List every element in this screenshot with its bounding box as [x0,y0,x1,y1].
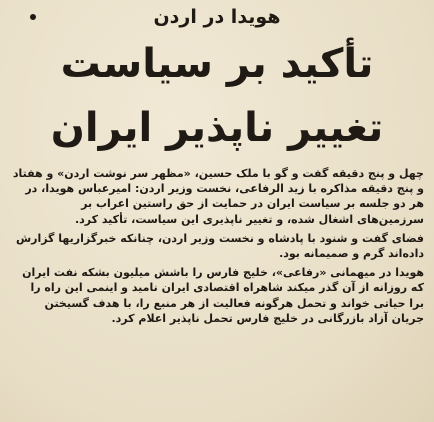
article-body [12,166,424,330]
headline-line-1: تأکید بر سیاست [60,41,374,87]
article-paragraph-3: هویدا در میهمانی «رفاعی»، خلیج فارس را باشش میلیون بشکه نفت ایران که روزانه از آن گذر میکند شاهراه اقتصادی ایران نامید و اینمی این راه را برا حیاتی خواند و تحمل هرگونه فعالیت از هر منبع را، با هدف گسیختن جریان آزاد بازرگانی در خلیج فارس تحمل ناپذیر اعلام کرد. [22,266,424,325]
headline-line-2: تغییر ناپذیر ایران [50,105,384,151]
article-kicker: هویدا در اردن [153,6,281,28]
article-paragraph-2: فضای گفت و شنود با پادشاه و نخست وزیر اردن، چنانکه خبرگزاریها گزارش داده‌اند گرم و صمیمانه بود. [15,231,424,261]
article-paragraph-1: چهل و پنج دقیقه گفت و گو با ملک حسین، «مظهر سر نوشت اردن» و هفتاد و پنج دقیقه مذاکره با زید الرفاعی، نخست وزیر اردن: امیرعباس هویدا، در هر دو جلسه بر سیاست ایران در حمایت از حق راستین اعراب بر سرزمین‌های اشغال شده، و تغییر ناپذیری این سیاست، تأکید کرد. [12,167,424,226]
